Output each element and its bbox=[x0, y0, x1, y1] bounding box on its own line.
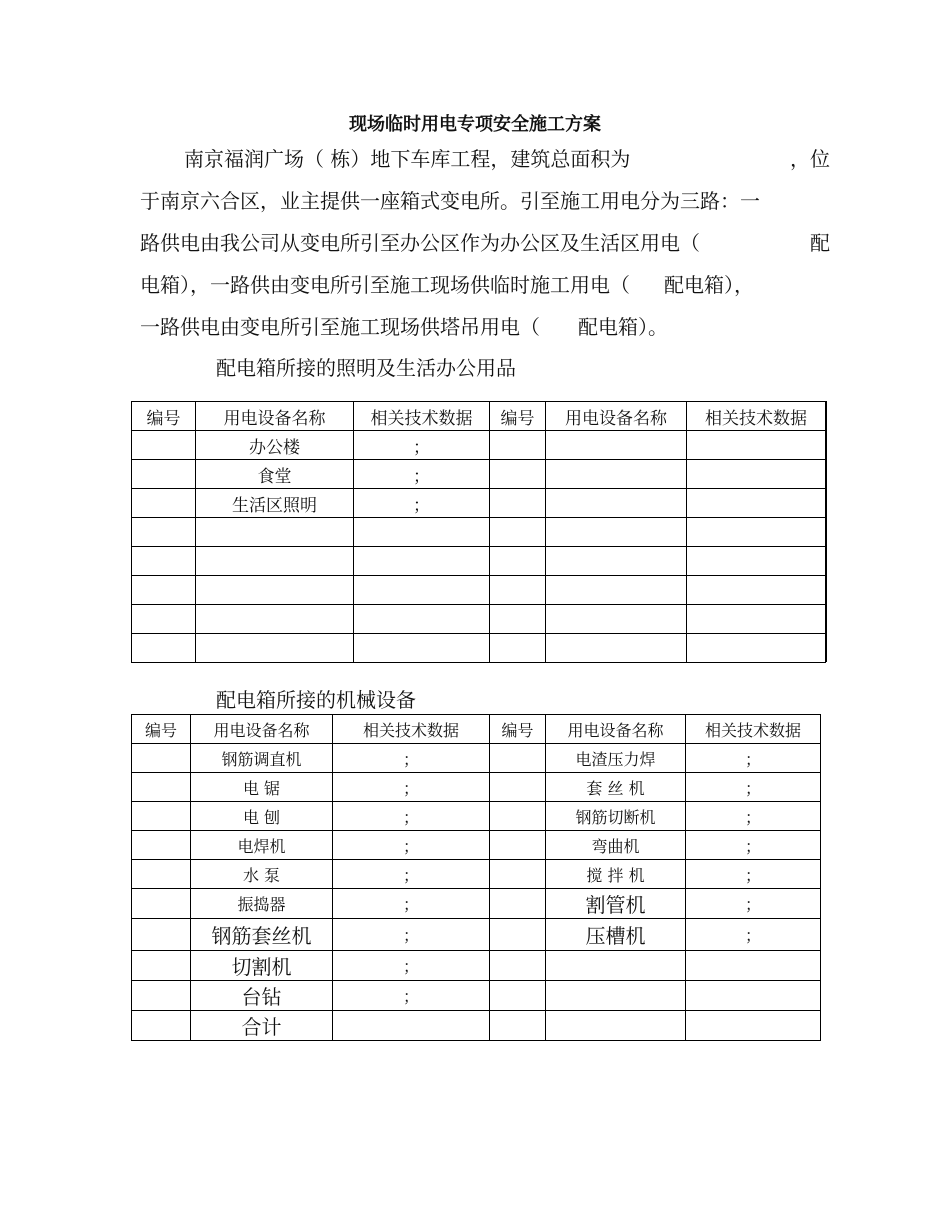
paragraph-line-5 bbox=[140, 306, 830, 348]
table-cell bbox=[132, 802, 191, 831]
table-cell bbox=[546, 981, 686, 1011]
table-cell bbox=[132, 576, 196, 605]
column-header: 用电设备名称 bbox=[196, 402, 354, 431]
table-cell bbox=[132, 860, 191, 889]
table-cell bbox=[546, 634, 687, 663]
table-cell: ； bbox=[686, 831, 821, 860]
table-cell bbox=[490, 831, 546, 860]
table-cell bbox=[132, 981, 191, 1011]
paragraph-line-3-part-1: 路供电由我公司从变电所引至办公区作为办公区及生活区用电（ bbox=[140, 231, 700, 255]
paragraph-line-1-part-2: ，位 bbox=[790, 147, 830, 171]
table-row bbox=[132, 547, 826, 576]
table-cell bbox=[490, 547, 546, 576]
table-cell: 压槽机 bbox=[546, 919, 686, 951]
paragraph-line-4-part-1: 电箱），一路供由变电所引至施工现场供临时施工用电（ bbox=[140, 273, 630, 297]
table-cell: 钢筋调直机 bbox=[191, 744, 333, 773]
table-cell bbox=[546, 951, 686, 981]
paragraph-line-2 bbox=[140, 180, 830, 222]
table-row bbox=[132, 431, 826, 460]
table-row bbox=[132, 860, 821, 889]
table-cell bbox=[686, 951, 821, 981]
table-row bbox=[132, 634, 826, 663]
table-cell bbox=[354, 518, 490, 547]
table-cell bbox=[333, 1011, 490, 1041]
paragraph-line-5-part-2: 配电箱）。 bbox=[578, 315, 668, 339]
table-row bbox=[132, 1011, 821, 1041]
table-row bbox=[132, 802, 821, 831]
table-cell bbox=[196, 605, 354, 634]
table-cell bbox=[687, 547, 826, 576]
table-cell bbox=[687, 605, 826, 634]
table-header-row bbox=[132, 402, 826, 431]
table-cell: 割管机 bbox=[546, 889, 686, 919]
table-cell bbox=[546, 1011, 686, 1041]
table-cell bbox=[196, 518, 354, 547]
table-cell: ； bbox=[333, 919, 490, 951]
table-cell bbox=[354, 605, 490, 634]
table-row bbox=[132, 981, 821, 1011]
table-cell: ； bbox=[686, 744, 821, 773]
table-cell bbox=[196, 547, 354, 576]
table-cell: 合计 bbox=[191, 1011, 333, 1041]
table-cell bbox=[354, 634, 490, 663]
table-cell bbox=[132, 831, 191, 860]
table-row bbox=[132, 605, 826, 634]
table-cell: 切割机 bbox=[191, 951, 333, 981]
table-row bbox=[132, 919, 821, 951]
paragraph-line-2-text: 于南京六合区，业主提供一座箱式变电所。引至施工用电分为三路：一 bbox=[140, 189, 760, 213]
table-cell bbox=[687, 518, 826, 547]
table-cell: 办公楼 bbox=[196, 431, 354, 460]
table-cell bbox=[354, 547, 490, 576]
table-cell bbox=[196, 576, 354, 605]
table-cell: ； bbox=[333, 773, 490, 802]
paragraph-line-3 bbox=[140, 222, 830, 264]
table-cell bbox=[196, 634, 354, 663]
table-cell bbox=[546, 605, 687, 634]
table-cell bbox=[490, 744, 546, 773]
table-cell: ； bbox=[354, 489, 490, 518]
column-header: 相关技术数据 bbox=[687, 402, 826, 431]
table-cell: 生活区照明 bbox=[196, 489, 354, 518]
section2-heading: 配电箱所接的机械设备 bbox=[216, 688, 416, 712]
table-cell bbox=[546, 518, 687, 547]
table-cell: ； bbox=[354, 460, 490, 489]
table-cell: 套 丝 机 bbox=[546, 773, 686, 802]
machinery-equipment-table bbox=[131, 714, 821, 1041]
table-row bbox=[132, 460, 826, 489]
table-cell bbox=[490, 518, 546, 547]
paragraph-line-5-part-1: 一路供电由变电所引至施工现场供塔吊用电（ bbox=[140, 315, 540, 339]
table-cell bbox=[490, 489, 546, 518]
table-cell bbox=[354, 576, 490, 605]
table-row bbox=[132, 576, 826, 605]
table-cell: 弯曲机 bbox=[546, 831, 686, 860]
table-cell: ； bbox=[686, 889, 821, 919]
table-cell: ； bbox=[686, 773, 821, 802]
table-cell bbox=[132, 605, 196, 634]
table-cell: ； bbox=[333, 951, 490, 981]
table-cell bbox=[490, 802, 546, 831]
table-cell: 搅 拌 机 bbox=[546, 860, 686, 889]
table-cell bbox=[490, 605, 546, 634]
column-header: 编号 bbox=[132, 715, 191, 744]
column-header: 用电设备名称 bbox=[546, 715, 686, 744]
table-cell: 电 刨 bbox=[191, 802, 333, 831]
table-cell: 电 锯 bbox=[191, 773, 333, 802]
column-header: 编号 bbox=[490, 715, 546, 744]
table-cell bbox=[132, 489, 196, 518]
table-cell bbox=[490, 1011, 546, 1041]
table-cell bbox=[546, 547, 687, 576]
table-cell bbox=[490, 951, 546, 981]
table-cell bbox=[132, 951, 191, 981]
column-header: 相关技术数据 bbox=[686, 715, 821, 744]
column-header: 用电设备名称 bbox=[546, 402, 687, 431]
table-cell bbox=[490, 460, 546, 489]
table-row bbox=[132, 744, 821, 773]
table-cell: 钢筋切断机 bbox=[546, 802, 686, 831]
table-cell bbox=[490, 889, 546, 919]
table-cell bbox=[490, 634, 546, 663]
table-cell bbox=[546, 489, 687, 518]
paragraph-line-3-part-2: 配 bbox=[810, 231, 830, 255]
table-cell bbox=[490, 576, 546, 605]
table-cell: 食堂 bbox=[196, 460, 354, 489]
table-cell bbox=[687, 431, 826, 460]
table-cell: 水 泵 bbox=[191, 860, 333, 889]
table-cell bbox=[687, 634, 826, 663]
document-title: 现场临时用电专项安全施工方案 bbox=[349, 114, 601, 135]
table-cell: ； bbox=[333, 889, 490, 919]
table-cell bbox=[132, 1011, 191, 1041]
column-header: 相关技术数据 bbox=[354, 402, 490, 431]
table-cell: ； bbox=[333, 981, 490, 1011]
table-cell bbox=[132, 518, 196, 547]
paragraph-line-4 bbox=[140, 264, 830, 306]
table-cell bbox=[132, 744, 191, 773]
column-header: 用电设备名称 bbox=[191, 715, 333, 744]
table-cell bbox=[490, 773, 546, 802]
table-cell bbox=[686, 1011, 821, 1041]
table-cell: 电渣压力焊 bbox=[546, 744, 686, 773]
table-header-row bbox=[132, 715, 821, 744]
table-cell bbox=[490, 981, 546, 1011]
table-cell: 电焊机 bbox=[191, 831, 333, 860]
table-cell: ； bbox=[686, 919, 821, 951]
table-cell bbox=[546, 460, 687, 489]
paragraph-line-1-part-1: 南京福润广场（ 栋）地下车库工程，建筑总面积为 bbox=[184, 147, 631, 171]
table-cell: 钢筋套丝机 bbox=[191, 919, 333, 951]
table-row bbox=[132, 889, 821, 919]
column-header: 相关技术数据 bbox=[333, 715, 490, 744]
paragraph-line-4-part-2: 配电箱）， bbox=[664, 273, 754, 297]
table-cell: ； bbox=[354, 431, 490, 460]
table-cell bbox=[686, 981, 821, 1011]
section1-heading: 配电箱所接的照明及生活办公用品 bbox=[216, 356, 516, 380]
table-cell bbox=[546, 576, 687, 605]
table-cell: ； bbox=[333, 860, 490, 889]
table-cell: 振捣器 bbox=[191, 889, 333, 919]
table-cell bbox=[132, 634, 196, 663]
table-cell: ； bbox=[333, 744, 490, 773]
table-cell bbox=[490, 919, 546, 951]
table-cell: ； bbox=[686, 860, 821, 889]
table-cell bbox=[546, 431, 687, 460]
paragraph-line-1 bbox=[140, 138, 830, 180]
table-cell bbox=[687, 576, 826, 605]
table-cell bbox=[132, 919, 191, 951]
lighting-equipment-table bbox=[131, 401, 826, 663]
table-cell bbox=[490, 431, 546, 460]
table-cell bbox=[132, 773, 191, 802]
table-row bbox=[132, 489, 826, 518]
intro-paragraph bbox=[140, 138, 830, 348]
table-border-line bbox=[826, 401, 827, 662]
table-row bbox=[132, 951, 821, 981]
table-cell: 台钻 bbox=[191, 981, 333, 1011]
table-cell bbox=[132, 889, 191, 919]
table-row bbox=[132, 518, 826, 547]
table-cell bbox=[132, 431, 196, 460]
table-row bbox=[132, 831, 821, 860]
column-header: 编号 bbox=[490, 402, 546, 431]
table-cell bbox=[132, 460, 196, 489]
column-header: 编号 bbox=[132, 402, 196, 431]
table-cell bbox=[132, 547, 196, 576]
table-row bbox=[132, 773, 821, 802]
table-cell: ； bbox=[333, 831, 490, 860]
table-cell bbox=[490, 860, 546, 889]
table-cell: ； bbox=[333, 802, 490, 831]
table-cell bbox=[687, 460, 826, 489]
table-cell bbox=[687, 489, 826, 518]
table-cell: ； bbox=[686, 802, 821, 831]
